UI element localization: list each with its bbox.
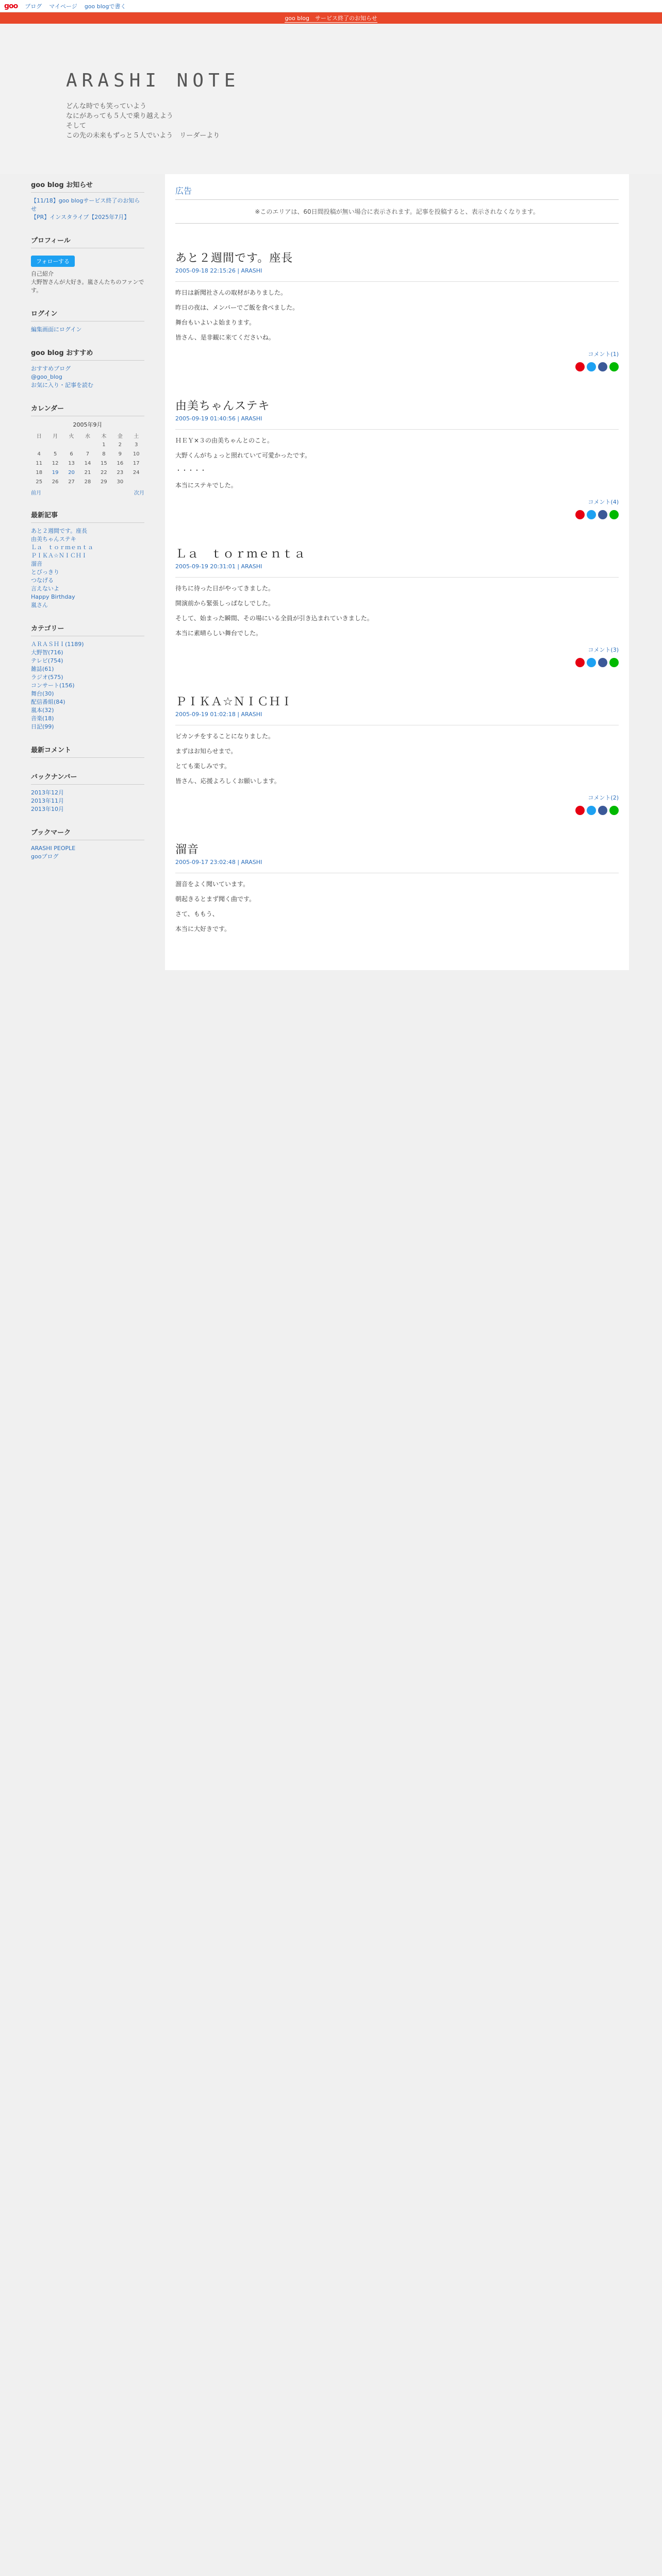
weekday: 日 (36, 433, 42, 439)
entry-paragraph: 朝起きるとまず聞く曲です。 (175, 895, 256, 903)
profile-text: 大野智さんが大好き。嵐さんたちのファンです。 (31, 279, 144, 294)
follow-button[interactable]: フォローする (31, 256, 75, 267)
entry-paragraph: 昨日は新聞社さんの取材がありました。 (175, 289, 287, 296)
share-line-icon[interactable] (609, 362, 619, 371)
category-title: カテゴリー (31, 623, 144, 636)
calendar-day: 27 (68, 479, 75, 485)
calendar-day: 30 (117, 479, 124, 485)
category-link[interactable]: テレビ(754) (31, 657, 63, 664)
category-link[interactable]: 嵐本(32) (31, 707, 54, 714)
recent-link[interactable]: 言えないよ (31, 585, 59, 592)
backnumber-title: バックナンバー (31, 771, 144, 785)
blog-entry (175, 693, 619, 815)
entry-paragraph: 皆さん、是非観に来てくださいね。 (175, 334, 275, 341)
entry-body (175, 873, 619, 934)
calendar-box (31, 403, 144, 496)
recommend-link[interactable]: お気に入り・記事を読む (31, 382, 93, 388)
category-box (31, 623, 144, 731)
share-facebook-icon[interactable] (598, 806, 607, 815)
entry-paragraph: ・・・・・ (175, 467, 207, 474)
entry-body (175, 577, 619, 638)
calendar-day-link[interactable]: 20 (68, 469, 75, 476)
entry-meta[interactable]: 2005-09-19 01:40:56 | ARASHI (175, 415, 262, 422)
service-end-notice[interactable] (0, 12, 662, 24)
description-line: この先の未来もずっと５人でいよう リーダーより (66, 132, 220, 140)
share-goo-icon[interactable] (575, 510, 585, 519)
share-buttons (175, 658, 619, 667)
entry-body (175, 429, 619, 490)
entry-meta[interactable]: 2005-09-19 20:31:01 | ARASHI (175, 563, 262, 570)
backnumber-box (31, 771, 144, 814)
login-box (31, 308, 144, 334)
recent-link[interactable]: 由美ちゃんステキ (31, 536, 76, 543)
topbar-link-blog[interactable]: ブログ (25, 3, 42, 10)
entry-paragraph: 舞台もいよいよ始まります。 (175, 319, 256, 326)
calendar-day: 7 (86, 451, 90, 457)
recent-link[interactable]: Happy Birthday (31, 594, 75, 600)
description-line: どんな時でも笑っていよう (66, 103, 147, 110)
calendar-day: 9 (118, 451, 122, 457)
ad-notice: ※このエリアは、60日間投稿が無い場合に表示されます。記事を投稿すると、表示されなくなります。 (175, 199, 619, 224)
share-goo-icon[interactable] (575, 658, 585, 667)
weekday: 水 (85, 433, 90, 439)
recent-link[interactable]: Ｌａ ｔｏｒｍｅｎｔａ (31, 544, 93, 551)
calendar-day: 4 (37, 451, 41, 457)
calendar-day (128, 477, 144, 486)
weekday: 月 (53, 433, 58, 439)
calendar-nav (31, 488, 144, 496)
recent-link[interactable]: とびっきり (31, 569, 59, 575)
share-buttons (175, 510, 619, 519)
backnumber-link[interactable]: 2013年12月 (31, 789, 64, 796)
recommend-box (31, 347, 144, 389)
topbar-link-write[interactable]: goo blogで書く (84, 3, 126, 10)
comment-link[interactable]: コメント(3) (588, 647, 619, 653)
calendar-day: 26 (52, 479, 59, 485)
comment-link[interactable]: コメント(1) (588, 351, 619, 358)
description-line: なにがあっても５人で乗り越えよう (66, 112, 173, 120)
blog-entry (175, 249, 619, 371)
entry-meta[interactable]: 2005-09-17 23:02:48 | ARASHI (175, 859, 262, 866)
entry-paragraph: 待ちに待った日がやってきました。 (175, 585, 275, 592)
category-link[interactable]: 舞台(30) (31, 690, 54, 697)
category-link[interactable]: 日記(99) (31, 723, 54, 730)
goo-logo[interactable]: goo (4, 2, 18, 10)
main-content (165, 174, 629, 970)
weekday: 木 (101, 433, 107, 439)
entry-paragraph: さて、ももう、 (175, 910, 219, 918)
calendar-month: 2005年9月 (73, 421, 103, 428)
calendar-day: 18 (36, 469, 43, 476)
entry-title[interactable]: Ｌａ ｔｏｒｍｅｎｔａ (175, 548, 306, 561)
share-buttons (175, 806, 619, 815)
comment-box (31, 744, 144, 758)
blog-entry (175, 397, 619, 519)
entry-title[interactable]: 由美ちゃんステキ (175, 400, 270, 413)
backnumber-link[interactable]: 2013年10月 (31, 806, 64, 812)
entry-paragraph: まずはお知らせまで。 (175, 748, 237, 755)
entry-paragraph: 皆さん、応援よろしくお願いします。 (175, 777, 280, 785)
bookmark-box (31, 827, 144, 861)
category-link[interactable]: 配信番組(84) (31, 699, 65, 705)
calendar-day: 24 (133, 469, 140, 476)
share-twitter-icon[interactable] (587, 510, 596, 519)
entry-paragraph: 本当に素晴らしい舞台でした。 (175, 630, 262, 637)
calendar-day: 11 (36, 460, 43, 466)
comment-link[interactable]: コメント(4) (588, 499, 619, 505)
weekday: 火 (69, 433, 74, 439)
recent-box (31, 510, 144, 609)
description-line: そして (66, 122, 87, 130)
calendar-day: 5 (53, 451, 57, 457)
recent-link[interactable]: ＰＩＫＡ☆ＮＩＣＨＩ (31, 552, 87, 559)
category-link[interactable]: ＡＲＡＳＨＩ(1189) (31, 641, 84, 648)
share-line-icon[interactable] (609, 658, 619, 667)
entry-paragraph: 溜音をよく聞いています。 (175, 880, 250, 888)
entry-paragraph: 本当に大好きです。 (175, 925, 231, 933)
entry-title[interactable]: あと２週間です。座長 (175, 252, 293, 265)
bookmark-link[interactable]: gooブログ (31, 853, 59, 860)
calendar-day: 12 (52, 460, 59, 466)
share-buttons (175, 362, 619, 371)
calendar-day: 10 (133, 451, 140, 457)
blog-title[interactable]: ARASHI NOTE (66, 70, 240, 91)
entry-paragraph: ピカンチをすることになりました。 (175, 733, 275, 740)
recent-link[interactable]: あと２週間です。座長 (31, 528, 88, 534)
bookmark-title: ブックマーク (31, 827, 144, 840)
calendar-prev-link[interactable]: 前月 (31, 490, 41, 496)
calendar-day: 6 (70, 451, 73, 457)
recent-link[interactable]: つなげる (31, 577, 54, 584)
recommend-title: goo blog おすすめ (31, 347, 144, 361)
calendar-day: 29 (101, 479, 107, 485)
login-title: ログイン (31, 308, 144, 321)
weekday: 金 (117, 433, 123, 439)
calendar-title: カレンダー (31, 403, 144, 416)
calendar-day: 28 (84, 479, 91, 485)
info-link[interactable]: 【PR】インスタライブ【2025年7月】 (31, 214, 130, 221)
blog-description (66, 101, 662, 141)
entry-title[interactable]: ＰＩＫＡ☆ＮＩＣＨＩ (175, 696, 293, 708)
blog-entry (175, 841, 619, 934)
calendar-day: 22 (101, 469, 107, 476)
calendar-day: 25 (36, 479, 43, 485)
bookmark-link[interactable]: ARASHI PEOPLE (31, 845, 76, 852)
share-facebook-icon[interactable] (598, 658, 607, 667)
calendar-day: 21 (84, 469, 91, 476)
info-box (31, 179, 144, 222)
backnumber-link[interactable]: 2013年11月 (31, 798, 64, 804)
entry-body (175, 281, 619, 343)
sidebar (31, 174, 144, 970)
weekday: 土 (134, 433, 139, 439)
share-goo-icon[interactable] (575, 806, 585, 815)
calendar-day: 3 (135, 442, 138, 448)
recent-link[interactable]: 嵐さん (31, 602, 48, 608)
calendar-day: 8 (102, 451, 106, 457)
category-link[interactable]: 雑誌(61) (31, 666, 54, 672)
calendar-day: 1 (102, 442, 106, 448)
profile-title: プロフィール (31, 235, 144, 248)
entry-meta[interactable]: 2005-09-18 22:15:26 | ARASHI (175, 267, 262, 274)
share-line-icon[interactable] (609, 806, 619, 815)
entry-meta[interactable]: 2005-09-19 01:02:18 | ARASHI (175, 711, 262, 718)
blog-header (0, 24, 662, 174)
calendar-day: 17 (133, 460, 140, 466)
entry-paragraph: そして、始まった瞬間、その場にいる全員が引き込まれていきました。 (175, 615, 373, 622)
entry-paragraph: 大野くんがちょっと照れていて可愛かったです。 (175, 452, 311, 459)
comment-title: 最新コメント (31, 744, 144, 758)
category-link[interactable]: コンサート(156) (31, 682, 75, 689)
share-facebook-icon[interactable] (598, 362, 607, 371)
info-link[interactable]: 【11/18】goo blogサービス終了のお知らせ (31, 197, 140, 212)
calendar-day: 23 (117, 469, 124, 476)
login-link[interactable]: 編集画面にログイン (31, 326, 82, 333)
calendar-day (47, 440, 63, 449)
info-title: goo blog お知らせ (31, 179, 144, 193)
calendar-day: 2 (118, 442, 122, 448)
category-link[interactable]: 音楽(18) (31, 715, 54, 722)
share-twitter-icon[interactable] (587, 806, 596, 815)
entry-paragraph: 本当にステキでした。 (175, 482, 237, 489)
calendar-day (31, 440, 47, 449)
calendar-day-link[interactable]: 19 (52, 469, 59, 476)
calendar-day (63, 440, 79, 449)
ad-label: 広告 (175, 186, 192, 196)
profile-box (31, 235, 144, 295)
category-link[interactable]: ラジオ(575) (31, 674, 63, 681)
category-link[interactable]: 大野智(716) (31, 649, 63, 656)
recent-link[interactable]: 溜音 (31, 561, 42, 567)
share-twitter-icon[interactable] (587, 658, 596, 667)
topbar-link-mypage[interactable]: マイページ (49, 3, 77, 10)
entry-paragraph: とても楽しみです。 (175, 762, 231, 770)
calendar-table (31, 431, 144, 486)
comment-link[interactable]: コメント(2) (588, 794, 619, 801)
entry-body (175, 725, 619, 786)
calendar-day: 13 (68, 460, 75, 466)
calendar-day: 16 (117, 460, 124, 466)
entry-paragraph: 開演前から緊張しっぱなしでした。 (175, 600, 275, 607)
calendar-next-link[interactable]: 次月 (134, 490, 144, 496)
entry-paragraph: 昨日の夜は、メンバーでご飯を食べました。 (175, 304, 299, 311)
share-goo-icon[interactable] (575, 362, 585, 371)
notice-link[interactable]: goo blog サービス終了のお知らせ (285, 14, 377, 22)
share-twitter-icon[interactable] (587, 362, 596, 371)
top-navigation (0, 0, 662, 12)
profile-name: 自己紹介 (31, 270, 54, 277)
blog-entry (175, 545, 619, 667)
recommend-link[interactable]: @goo_blog (31, 374, 62, 380)
calendar-day: 14 (84, 460, 91, 466)
recent-title: 最新記事 (31, 510, 144, 523)
entry-title[interactable]: 溜音 (175, 843, 200, 856)
calendar-day (79, 440, 95, 449)
share-facebook-icon[interactable] (598, 510, 607, 519)
share-line-icon[interactable] (609, 510, 619, 519)
calendar-day: 15 (101, 460, 107, 466)
entry-paragraph: ＨＥＹ×３の由美ちゃんとのこと。 (175, 437, 274, 444)
recommend-link[interactable]: おすすめブログ (31, 365, 71, 372)
